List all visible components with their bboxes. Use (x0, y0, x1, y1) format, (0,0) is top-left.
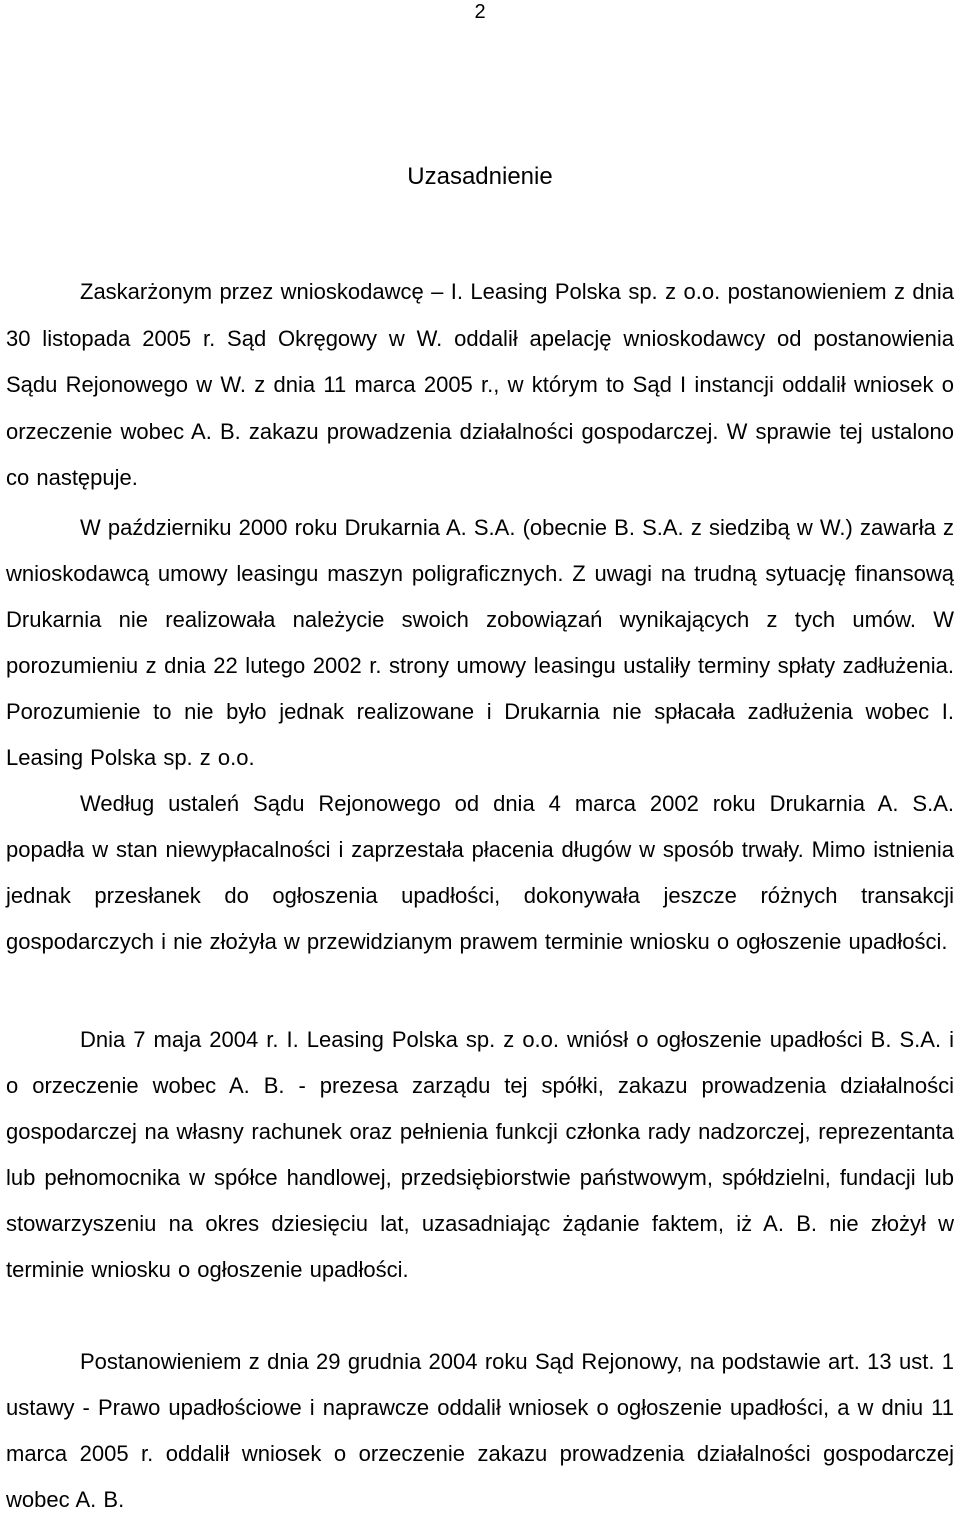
paragraph-1: Zaskarżonym przez wnioskodawcę – I. Leasing Polska sp. z o.o. postanowieniem z dnia 30 listopada 2005 r. Sąd Okręgowy w W. oddalił apelację wnioskodawcy od postanowienia Sądu Rejonowego w W. z dnia 11 marca 2005 r., w którym to Sąd I instancji oddalił wniosek o orzeczenie wobec A. B. zakazu prowadzenia działalności gospodarczej. W sprawie tej ustalono co następuje. (6, 279, 954, 490)
paragraph-4: Dnia 7 maja 2004 r. I. Leasing Polska sp. z o.o. wniósł o ogłoszenie upadłości B. S.A. i o orzeczenie wobec A. B. - prezesa zarządu tej spółki, zakazu prowadzenia działalności gospodarczej na własny rachunek oraz pełnienia funkcji członka rady nadzorczej, reprezentanta lub pełnomocnika w spółce handlowej, przedsiębiorstwie państwowym, spółdzielni, fundacji lub stowarzyszeniu na okres dziesięciu lat, uzasadniając żądanie faktem, iż A. B. nie złożył w terminie wniosku o ogłoszenie upadłości. (6, 1027, 954, 1282)
paragraph-2: W październiku 2000 roku Drukarnia A. S.A. (obecnie B. S.A. z siedzibą w W.) zawarła z wnioskodawcą umowy leasingu maszyn poligraficznych. Z uwagi na trudną sytuację finansową Drukarnia nie realizowała należycie swoich zobowiązań wynikających z tych umów. W porozumieniu z dnia 22 lutego 2002 r. strony umowy leasingu ustaliły terminy spłaty zadłużenia. Porozumienie to nie było jednak realizowane i Drukarnia nie spłacała zadłużenia wobec I. Leasing Polska sp. z o.o. (6, 515, 954, 770)
page-number: 2 (474, 1, 486, 23)
paragraph-3: Według ustaleń Sądu Rejonowego od dnia 4 marca 2002 roku Drukarnia A. S.A. popadła w stan niewypłacalności i zaprzestała płacenia długów w sposób trwały. Mimo istnienia jednak przesłanek do ogłoszenia upadłości, dokonywała jeszcze różnych transakcji gospodarczych i nie złożyła w przewidzianym prawem terminie wniosku o ogłoszenie upadłości. (6, 791, 954, 954)
paragraph-5: Postanowieniem z dnia 29 grudnia 2004 roku Sąd Rejonowy, na podstawie art. 13 ust. 1 ustawy - Prawo upadłościowe i naprawcze oddalił wniosek o ogłoszenie upadłości, a w dniu 11 marca 2005 r. oddalił wniosek o orzeczenie zakazu prowadzenia działalności gospodarczej wobec A. B. (6, 1349, 954, 1512)
document-title: Uzasadnienie (407, 163, 553, 190)
